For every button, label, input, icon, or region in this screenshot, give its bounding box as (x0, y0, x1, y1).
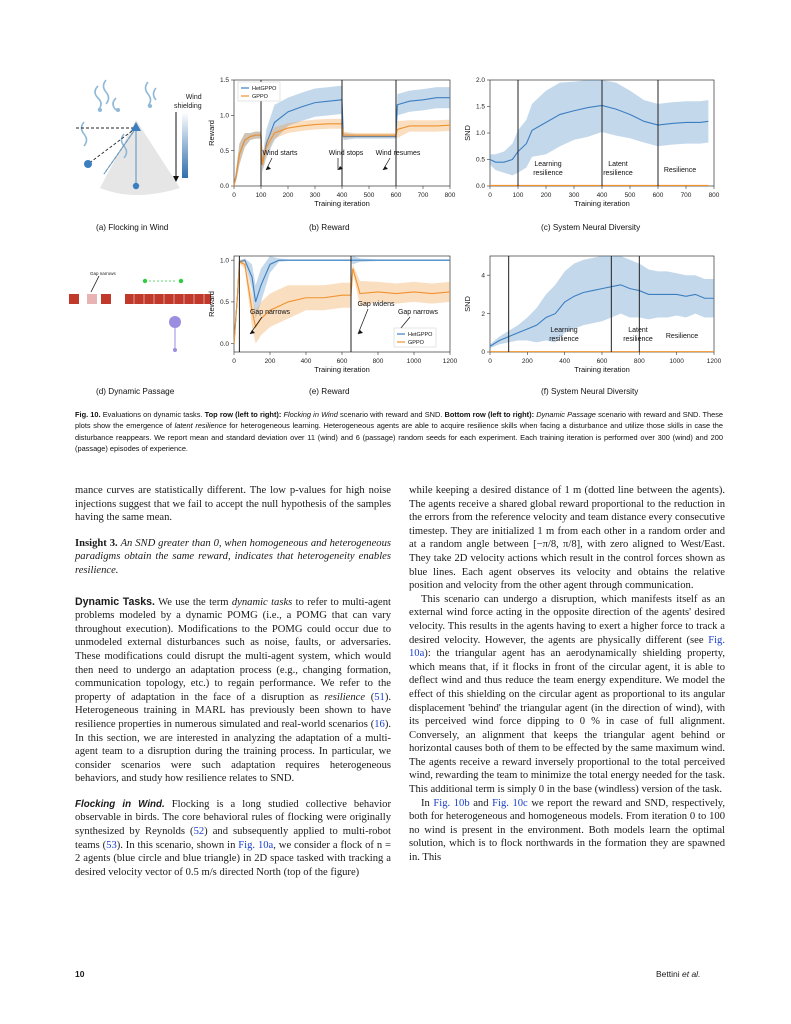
x-tick-label: 100 (255, 192, 267, 199)
annotation-label: Latent resilience (603, 161, 633, 177)
x-tick-label: 600 (336, 358, 348, 365)
snd-chart-wind (458, 74, 722, 214)
x-tick-label: 0 (232, 358, 236, 365)
annotation-label: Latent resilience (623, 327, 653, 343)
x-axis-label: Training iteration (574, 199, 630, 208)
y-tick-label: 0.5 (219, 147, 229, 155)
x-axis-label: Training iteration (314, 199, 370, 208)
y-tick-label: 1.5 (219, 77, 229, 85)
x-tick-label: 700 (417, 192, 429, 199)
x-tick-label: 200 (521, 358, 533, 365)
x-tick-label: 400 (300, 358, 312, 365)
x-tick-label: 800 (633, 358, 645, 365)
panel-e-caption: (e) Reward (309, 387, 350, 396)
x-tick-label: 400 (336, 192, 348, 199)
para-results: In Fig. 10b and Fig. 10c we report the reward and SND, respectively, both for heterogeneous and homogeneous models. From iteration 0 to 100 no wind is present in the environment. Both models learn the optimal solution, which is to flock northwards in the formation they are spawned in. This (409, 797, 726, 864)
panel-c-caption: (c) System Neural Diversity (541, 223, 641, 232)
legend-entry: GPPO (408, 340, 424, 346)
annotation-label: Wind starts (262, 150, 298, 157)
insight-3: Insight 3. An SND greater than 0, when homogeneous and heterogeneous paradigms obtain the same reward, indicates that heterogeneity enables resilience. (75, 537, 392, 576)
x-tick-label: 200 (264, 358, 276, 365)
legend-entry: HetGPPO (252, 86, 277, 92)
y-tick-label: 1.0 (475, 130, 485, 138)
page-number: 10 (75, 969, 85, 979)
y-axis-label: Reward (207, 291, 216, 317)
x-tick-label: 200 (282, 192, 294, 199)
legend-entry: GPPO (252, 94, 268, 100)
x-tick-label: 100 (512, 192, 524, 199)
y-tick-label: 1.5 (475, 103, 485, 111)
x-tick-label: 1000 (669, 358, 684, 365)
x-tick-label: 300 (568, 192, 580, 199)
y-axis-label: Reward (207, 120, 216, 146)
legend-entry: HetGPPO (408, 332, 433, 338)
right-column (409, 484, 725, 865)
annotation-label: Wind resumes (375, 150, 421, 157)
left-column (75, 484, 391, 879)
y-tick-label: 0.0 (219, 183, 229, 191)
running-author: Bettini et al. (656, 969, 701, 979)
fig10a-link-2[interactable]: Fig. 10a (409, 634, 725, 660)
x-tick-label: 800 (708, 192, 720, 199)
wind-label: Wind (185, 94, 202, 101)
x-tick-label: 400 (559, 358, 571, 365)
annotation-arrowhead (383, 166, 388, 170)
panel-d-illustration (69, 242, 211, 370)
panel-d-caption: (d) Dynamic Passage (96, 387, 175, 396)
para-pvalues: mance curves are statistically different. The low p-values for high noise injections suggest that we fail to accept the null hypothesis of the samples having the same mean. (75, 485, 391, 524)
y-axis-label: SND (463, 296, 472, 312)
x-tick-label: 500 (363, 192, 375, 199)
y-tick-label: 1.0 (219, 112, 229, 120)
y-tick-label: 2.0 (475, 77, 485, 85)
para-flocking-cont: while keeping a desired distance of 1 m (dotted line between the agents). The agents receive a shared global reward proportional to the reduction in the errors from the reference velocity and team distance every consecutive timestep. They are initialized 1 m from each other in a random order and at a random angle between [−π/8, π/8], with zero aligned to West/East. They take 2D velocity actions which result in the control forces shown as blue lines. Each agent observes its velocity and obtains the relative position and velocity from the other agent through communication. (409, 485, 725, 592)
x-tick-label: 1200 (706, 358, 722, 365)
fig10b-link[interactable]: Fig. 10b (433, 797, 470, 809)
cite-52[interactable]: 52 (193, 826, 205, 838)
x-tick-label: 0 (488, 358, 492, 365)
annotation-label: Gap narrows (397, 309, 439, 316)
x-tick-label: 1200 (442, 358, 458, 365)
cite-53[interactable]: 53 (106, 839, 117, 851)
annotation-label: Gap widens (357, 301, 395, 308)
x-tick-label: 600 (390, 192, 402, 199)
y-tick-label: 0.5 (475, 156, 485, 164)
x-axis-label: Training iteration (314, 365, 370, 374)
cite-16[interactable]: 16 (374, 718, 385, 730)
panel-a-caption: (a) Flocking in Wind (96, 223, 169, 232)
x-tick-label: 200 (540, 192, 552, 199)
y-tick-label: 0.5 (219, 299, 229, 307)
panel-b-caption: (b) Reward (309, 223, 350, 232)
x-tick-label: 500 (624, 192, 636, 199)
annotation-arrow (358, 309, 368, 334)
annotation-label: Learning resilience (533, 161, 563, 177)
para-dynamic-tasks: Dynamic Tasks. We use the term dynamic tasks to refer to multi-agent problems modeled by a dynamic POMG (i.e., a POMG that can vary throughout execution). Modifications to the POMG could occur due to unmodeled external disturbances such as noise, faults, or adversaries. These modifications could disrupt the multi-agent system, which would then need to undergo an adaptation process (e.g., changing formation, communication topology, etc.) to regain performance. We refer to the property of adaptation in the face of a disruption as resilience (51). Heterogeneous training in MARL has previously been shown to have resilience properties in numerous simulated and real-world scenarios (16). In this section, we are interested in analyzing the adaptation of a multi-agent team to a disruption during the training process. In particular, we consider scenarios were such adaptation requires heterogeneous behaviors, and study how resilience relates to SND. (75, 595, 392, 785)
x-tick-label: 0 (232, 192, 236, 199)
x-tick-label: 0 (488, 192, 492, 199)
y-tick-label: 0.0 (475, 183, 485, 191)
x-tick-label: 1000 (406, 358, 422, 365)
x-tick-label: 300 (309, 192, 321, 199)
x-tick-label: 600 (652, 192, 664, 199)
annotation-label: Gap narrows (249, 309, 291, 316)
para-disruption: This scenario can undergo a disruption, which manifests itself as an external wind force acting in the opposite direction of the agents' desired velocity. This results in the agents having to exert a higher force to track a desired velocity. However, the agents are physically different (see Fig. 10a): the triangular agent has an aerodynamically shielding property, which means that, if it flocks in front of the circular agent, it is able to deflect wind and thus reduce the team energy expenditure. We model the effect of this shielding on the circular agent as proportional to its angular displacement 'behind' the triangular agent (in the direction of wind), with its perceived wind force dipping to 0 % in case of full alignment. Conversely, an alignment that keeps the triangular agent behind or horizontal causes both of them to be effected by the same maximum wind. The agents receive a reward inversely proportional to the total perceived wind, rewarding the team to minimize the total energy needed for the task. This additional term is simply 0 in the base (windless) version of the task. (409, 593, 725, 796)
para-flocking: Flocking in Wind. Flocking is a long studied collective behavior observable in birds. The core behavioral rules of flocking were originally synthesized by Reynolds (52) and subsequently applied to multi-robot teams (53). In this scenario, shown in Fig. 10a, we consider a flock of n = 2 agents (blue circle and blue triangle) in 2D space tasked with tracking a desired velocity vector of 0.5 m/s directed North (top of the figure) (75, 798, 392, 878)
y-tick-label: 0.0 (219, 340, 229, 348)
y-tick-label: 1.0 (219, 257, 229, 265)
snd-chart-passage (458, 250, 722, 380)
x-tick-label: 800 (372, 358, 384, 365)
annotation-label: Resilience (665, 333, 699, 340)
y-tick-label: 2 (481, 310, 485, 318)
x-tick-label: 400 (596, 192, 608, 199)
annotation-label: Resilience (663, 167, 697, 174)
annotation-label: Learning resilience (549, 327, 579, 343)
panel-f-caption: (f) System Neural Diversity (541, 387, 639, 396)
x-tick-label: 600 (596, 358, 608, 365)
x-axis-label: Training iteration (574, 365, 630, 374)
annotation-label: Wind stops (328, 150, 364, 157)
shielding-label: shielding (174, 103, 202, 110)
x-tick-label: 700 (680, 192, 692, 199)
reward-chart-passage (198, 250, 460, 380)
y-axis-label: SND (463, 125, 472, 141)
y-tick-label: 0 (481, 349, 485, 357)
figure-caption: Fig. 10. Evaluations on dynamic tasks. Top row (left to right): Flocking in Wind scenario with reward and SND. Bottom row (left to right): Dynamic Passage scenario with reward and SND. These plots show the emergence of latent resilience for heterogeneous learning. Heterogeneous agents are able to acquire resilience skills when facing a disturbance and utilize those skills in case the disturbance reappears. We report mean and standard deviation over 11 (wind) and 6 (passage) random seeds for each experiment. Each training iteration is performed over 300 (wind) and 200 (passage) episodes of experience. (75, 410, 724, 454)
y-tick-label: 4 (481, 272, 485, 280)
x-tick-label: 800 (444, 192, 456, 199)
gap-narrows-mini-label: Gap narrows (90, 271, 116, 276)
fig10a-link[interactable]: Fig. 10a (238, 839, 274, 851)
series-band-hetgppo (490, 80, 708, 175)
cite-51[interactable]: 51 (374, 691, 385, 703)
reward-chart-wind (198, 74, 460, 214)
fig10c-link[interactable]: Fig. 10c (492, 797, 528, 809)
